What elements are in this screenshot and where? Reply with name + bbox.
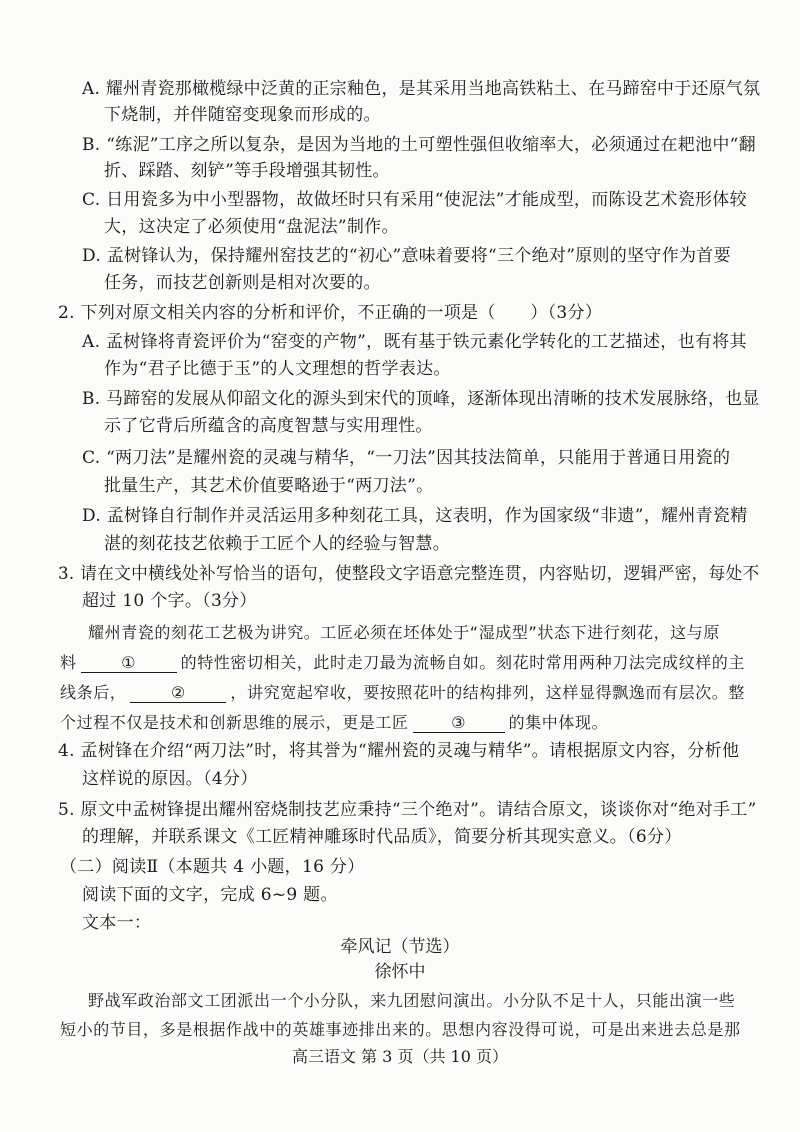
q3-passage-line3 bbox=[60, 682, 745, 704]
q3-passage-line4 bbox=[60, 712, 608, 734]
q1-option-c-line1: C. 日用瓷多为中小型器物，故做坯时只有采用“使泥法”才能成型，而陈设艺术瓷形体较 bbox=[82, 190, 747, 210]
q2-option-b-line1: B. 马蹄窑的发展从仰韶文化的源头到宋代的顶峰，逐渐体现出清晰的技术发展脉络，也显 bbox=[82, 389, 760, 409]
q1-option-b-line1: B. “练泥”工序之所以复杂，是因为当地的土可塑性强但收缩率大，必须通过在耙池中“翻 bbox=[82, 135, 756, 155]
answer-blank-2[interactable]: ② bbox=[130, 684, 226, 703]
q1-option-c-line2: 大，这决定了必须使用“盘泥法”制作。 bbox=[104, 217, 399, 237]
q2-option-c-line2: 批量生产，其艺术价值要略逊于“两刀法”。 bbox=[104, 476, 434, 496]
q3-stem-line2: 超过 10 个字。（3分） bbox=[82, 591, 257, 611]
section-instruction: 阅读下面的文字，完成 6~9 题。 bbox=[82, 885, 338, 905]
q3-passage-line2-pre: 料 bbox=[60, 653, 77, 672]
answer-blank-1[interactable]: ① bbox=[81, 654, 177, 673]
q2-option-a-line2: 作为“君子比德于玉”的人文理想的哲学表达。 bbox=[104, 359, 451, 379]
q3-passage-line3-post: ，讲究宽起窄收，要按照花叶的结构排列，这样显得飘逸而有层次。整 bbox=[230, 683, 746, 702]
article-body-line2: 短小的节目，多是根据作战中的英雄事迹排出来的。思想内容没得可说，可是出来进去总是那 bbox=[60, 1020, 741, 1039]
q2-option-c-line1: C. “两刀法”是耀州瓷的灵魂与精华，“一刀法”因其技法简单，只能用于普通日用瓷的 bbox=[82, 448, 731, 468]
q1-option-a-line1: A. 耀州青瓷那橄榄绿中泛黄的正宗釉色，是其采用当地高铁粘土、在马蹄窑中于还原气氛 bbox=[82, 79, 761, 99]
article-author: 徐怀中 bbox=[374, 962, 426, 982]
section-heading: （二）阅读Ⅱ（本题共 4 小题，16 分） bbox=[60, 857, 365, 877]
q2-option-d-line1: D. 孟树锋自行制作并灵活运用多种刻花工具，这表明，作为国家级“非遗”，耀州青瓷精 bbox=[82, 506, 748, 526]
q2-option-d-line2: 湛的刻花技艺依赖于工匠个人的经验与智慧。 bbox=[104, 534, 450, 554]
article-body-line1: 野战军政治部文工团派出一个小分队，来九团慰问演出。小分队不足十人，只能出演一些 bbox=[88, 991, 736, 1010]
q5-line2: 的理解，并联系课文《工匠精神雕琢时代品质》，简要分析其现实意义。（6分） bbox=[82, 827, 682, 847]
q1-option-b-line2: 折、踩踏、刻铲”等手段增强其韧性。 bbox=[104, 161, 390, 181]
q2-option-b-line2: 示了它背后所蕴含的高度智慧与实用理性。 bbox=[104, 416, 433, 436]
q1-option-a-line2: 下烧制，并伴随窑变现象而形成的。 bbox=[104, 105, 381, 125]
q3-stem-line1: 3. 请在文中横线处补写恰当的语句，使整段文字语意完整连贯，内容贴切，逻辑严密，每处不 bbox=[58, 564, 760, 584]
article-title: 牵风记（节选） bbox=[340, 937, 460, 957]
q3-passage-line2 bbox=[60, 652, 745, 674]
q2-stem: 2. 下列对原文相关内容的分析和评价，不正确的一项是（ ）（3分） bbox=[58, 303, 603, 323]
q1-option-d-line1: D. 孟树锋认为，保持耀州窑技艺的“初心”意味着要将“三个绝对”原则的坚守作为首要 bbox=[82, 246, 731, 266]
q3-passage-line4-post: 的集中体现。 bbox=[508, 713, 609, 732]
answer-blank-3[interactable]: ③ bbox=[413, 714, 505, 733]
q3-passage-line2-post: 的特性密切相关，此时走刀最为流畅自如。刻花时常用两种刀法完成纹样的主 bbox=[180, 653, 746, 672]
text-label: 文本一： bbox=[82, 913, 152, 933]
q2-option-a-line1: A. 孟树锋将青瓷评价为“窑变的产物”，既有基于铁元素化学转化的工艺描述，也有将其 bbox=[82, 332, 747, 352]
q5-line1: 5. 原文中孟树锋提出耀州窑烧制技艺应秉持“三个绝对”。请结合原文，谈谈你对“绝对手工” bbox=[58, 800, 757, 820]
page-footer: 高三语文 第 3 页（共 10 页） bbox=[292, 1047, 508, 1066]
q3-passage-line4-pre: 个过程不仅是技术和创新思维的展示，更是工匠 bbox=[60, 713, 409, 732]
q1-option-d-line2: 任务，而技艺创新则是相对次要的。 bbox=[104, 273, 381, 293]
q3-passage-line1: 耀州青瓷的刻花工艺极为讲究。工匠必须在坯体处于“湿成型”状态下进行刻花，这与原 bbox=[88, 623, 720, 642]
q3-passage-line3-pre: 线条后， bbox=[60, 683, 127, 702]
q4-line2: 这样说的原因。（4分） bbox=[82, 769, 258, 789]
q4-line1: 4. 孟树锋在介绍“两刀法”时，将其誉为“耀州瓷的灵魂与精华”。请根据原文内容，分析他 bbox=[58, 741, 740, 761]
